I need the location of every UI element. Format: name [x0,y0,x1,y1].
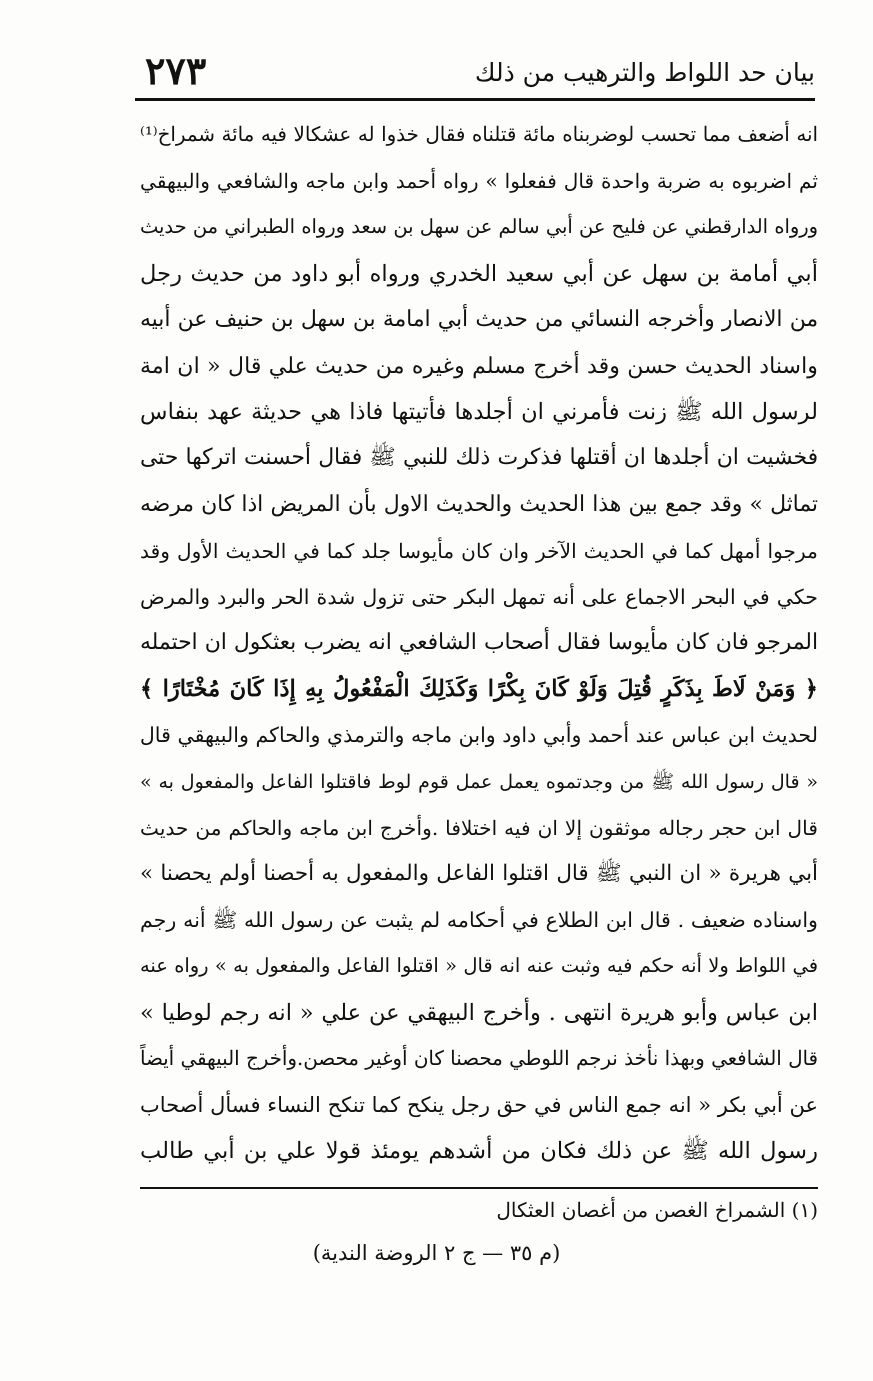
text-line: تماثل » وقد جمع بين هذا الحديث والحديث الاول بأن المريض اذا كان مرضه [140,491,818,517]
text-line: عن أبي بكر « انه جمع الناس في حق رجل ينكح كما تنكح النساء فسأل أصحاب [140,1092,818,1117]
text-line: لحديث ابن عباس عند أحمد وأبي داود وابن ماجه والترمذي والحاكم والبيهقي قال [140,723,818,748]
footnote: (١) الشمراخ الغصن من أغصان العثكال [496,1198,818,1222]
text-line: انه أضعف مما تحسب لوضربناه مائة قتلناه فقال خذوا له عشكالا فيه مائة شمراخ⁽¹⁾ [140,123,818,146]
page-header [135,40,815,98]
text-line: من الانصار وأخرجه النسائي من حديث أبي امامة بن سهل بن حنيف عن أبيه [140,306,818,332]
footnote-rule [140,1187,818,1189]
text-line: لرسول الله ﷺ زنت فأمرني ان أجلدها فأتيتها فاذا هي حديثة عهد بنفاس [140,399,818,426]
text-line: مرجوا أمهل كما في الحديث الآخر وان كان مأيوسا جلد كما في الحديث الأول وقد [140,538,818,563]
body-text [140,112,818,1174]
header-rule [135,98,815,101]
printer-signature: (م ٣٥ — ج ٢ الروضة الندية) [312,1241,561,1265]
text-line: المرجو فان كان مأيوسا فقال أصحاب الشافعي انه يضرب بعثكول ان احتمله [140,630,818,656]
text-line: واسناد الحديث حسن وقد أخرج مسلم وغيره من حديث علي قال « ان امة [140,352,818,379]
matn-heading-line: ﴿ وَمَنْ لَاطَ بِذَكَرٍ قُتِلَ وَلَوْ كَانَ بِكْرًا وَكَذَلِكَ الْمَفْعُولُ بِهِ إِذَا كَانَ مُخْتَارًا ﴾ [140,676,818,703]
text-line: واسناده ضعيف . قال ابن الطلاع في أحكامه لم يثبت عن رسول الله ﷺ أنه رجم [140,908,818,933]
text-line: فخشيت ان أجلدها ان أقتلها فذكرت ذلك للنبي ﷺ فقال أحسنت اتركها حتى [140,445,818,471]
text-line: حكي في البحر الاجماع على أنه تمهل البكر حتى تزول شدة الحر والبرد والمرض [140,584,818,609]
page-number: ٢٧٣ [145,48,207,93]
text-line: ابن عباس وأبو هريرة انتهى . وأخرج البيهقي عن علي « انه رجم لوطيا » [140,999,818,1026]
text-line: رسول الله ﷺ عن ذلك فكان من أشدهم يومئذ قولا علي بن أبي طالب [140,1138,818,1165]
text-line: قال الشافعي وبهذا نأخذ نرجم اللوطي محصنا كان أوغير محصن.وأخرج البيهقي أيضاً [140,1046,818,1070]
text-line: في اللواط ولا أنه حكم فيه وثبت عنه انه قال « اقتلوا الفاعل والمفعول به » رواه عنه [140,954,818,978]
text-line: قال ابن حجر رجاله موثقون إلا ان فيه اختلافا .وأخرج ابن ماجه والحاكم من حديث [140,815,818,840]
text-line: « قال رسول الله ﷺ من وجدتموه يعمل عمل قوم لوط فاقتلوا الفاعل والمفعول به » [140,770,818,793]
text-line: ثم اضربوه به ضربة واحدة قال ففعلوا » رواه أحمد وابن ماجه والشافعي والبيهقي [140,169,818,194]
running-title: بيان حد اللواط والترهيب من ذلك [474,58,815,87]
text-line: أبي هريرة « ان النبي ﷺ قال اقتلوا الفاعل والمفعول به أحصنا أولم يحصنا » [140,861,818,886]
text-line: أبي أمامة بن سهل عن أبي سعيد الخدري ورواه أبو داود من حديث رجل [140,260,818,287]
text-line: ورواه الدارقطني عن فليح عن أبي سالم عن سهل بن سعد ورواه الطبراني من حديث [140,215,818,239]
